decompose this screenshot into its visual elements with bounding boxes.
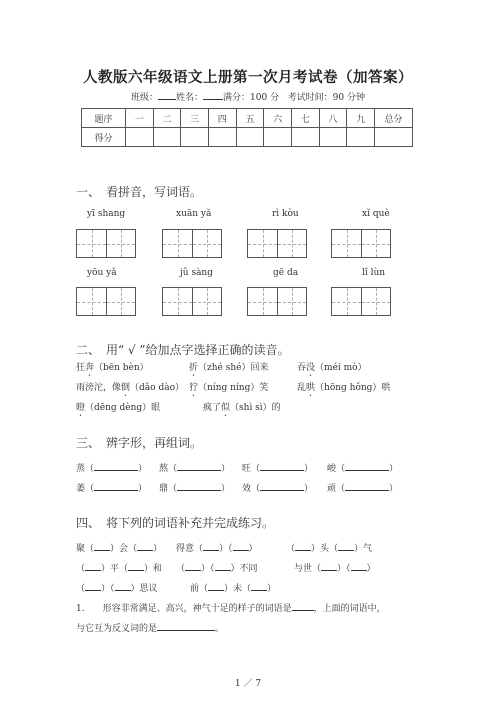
idiom-item: 前（ ）未（ ） <box>190 584 277 594</box>
question-1: 1. 形容非常满足、高兴，神气十足的样子的词语是 ，上面的词语中， <box>76 604 386 614</box>
idiom-item: 聚（ ）会（ ） <box>76 544 163 554</box>
writing-grid[interactable] <box>247 287 307 316</box>
score-cell[interactable] <box>291 128 319 147</box>
section-3-title: 三、 辨字形，再组词。 <box>76 436 203 450</box>
answer-blank[interactable] <box>137 542 153 551</box>
answer-blank[interactable] <box>208 582 224 591</box>
section-2-title: 二、 用“ √ ”给加点字选择正确的读音。 <box>76 343 290 357</box>
answer-blank[interactable] <box>295 542 311 551</box>
idiom-item: （ ）（ ）不同 <box>176 564 258 574</box>
answer-blank[interactable] <box>128 562 144 571</box>
writing-grid[interactable] <box>76 287 136 316</box>
header-cell: 六 <box>264 109 292 128</box>
answer-blank[interactable] <box>215 562 231 571</box>
score-cell[interactable] <box>126 128 154 147</box>
header-cell: 七 <box>291 109 319 128</box>
score-cell[interactable] <box>319 128 347 147</box>
reading-item: 疯了似（shì sì）的 <box>203 403 281 413</box>
writing-grid[interactable] <box>331 287 391 316</box>
word-item: 萎（ ） <box>76 484 148 494</box>
question-1-line-2: 与它互为反义词的是 。 <box>76 624 225 634</box>
answer-blank[interactable] <box>85 562 101 571</box>
answer-blank[interactable] <box>177 462 221 471</box>
pinyin: gē da <box>273 268 299 278</box>
writing-grid[interactable] <box>162 229 222 258</box>
class-label: 班级： <box>131 93 159 103</box>
reading-item: 狂奔（bēn bèn） <box>76 363 149 373</box>
word-item: 峻（ ） <box>327 464 399 474</box>
score-cell[interactable] <box>236 128 264 147</box>
word-item: 效（ ） <box>242 484 314 494</box>
answer-blank[interactable] <box>94 462 138 471</box>
section-4-title: 四、 将下列的词语补充并完成练习。 <box>76 516 275 530</box>
reading-item: 狞（níng níng）笑 <box>189 383 269 393</box>
header-cell: 九 <box>347 109 375 128</box>
pinyin: rì kòu <box>272 209 299 219</box>
word-item: 鼎（ ） <box>159 484 231 494</box>
score-cell[interactable] <box>208 128 236 147</box>
writing-grid[interactable] <box>76 229 136 258</box>
page-number: 1 ／ 7 <box>234 679 262 689</box>
answer-blank[interactable] <box>157 622 215 631</box>
pinyin: yōu yǎ <box>87 268 117 278</box>
reading-item: 折（zhé shé）回来 <box>189 363 269 373</box>
score-cell[interactable] <box>347 128 375 147</box>
header-cell: 二 <box>153 109 181 128</box>
answer-blank[interactable] <box>351 562 367 571</box>
pinyin: jǔ sàng <box>180 268 213 278</box>
word-item: 蒸（ ） <box>76 464 148 474</box>
idiom-item: （ ）平（ ）和 <box>76 564 163 574</box>
page-title: 人教版六年级语文上册第一次月考试卷（加答案） <box>83 69 413 86</box>
pinyin: yī shang <box>87 209 126 219</box>
header-cell: 题序 <box>82 109 126 128</box>
answer-blank[interactable] <box>185 562 201 571</box>
reading-item: 雨滂沱，像倒（dǎo dào） <box>76 383 184 393</box>
score-cell[interactable] <box>181 128 209 147</box>
header-cell: 总分 <box>375 109 413 128</box>
pinyin: lǐ lùn <box>362 268 386 278</box>
answer-blank[interactable] <box>85 582 101 591</box>
name-blank[interactable] <box>203 91 223 100</box>
exam-info <box>0 90 496 103</box>
answer-blank[interactable] <box>338 542 354 551</box>
reading-item: 吞没（méi mò） <box>297 363 367 373</box>
answer-blank[interactable] <box>233 542 249 551</box>
time-label: 考试时间：90 分钟 <box>287 93 365 103</box>
answer-blank[interactable] <box>94 482 138 491</box>
reading-item: 乱哄（hōng hǒng）哄 <box>297 383 391 393</box>
idiom-item: 与世（ ）（ ） <box>294 564 376 574</box>
answer-blank[interactable] <box>251 582 267 591</box>
answer-blank[interactable] <box>203 542 219 551</box>
answer-blank[interactable] <box>260 482 304 491</box>
header-cell: 四 <box>208 109 236 128</box>
reading-item: 瞪（dēng dèng）眼 <box>76 403 161 413</box>
section-1-title: 一、 看拼音，写词语。 <box>76 185 203 199</box>
name-label: 姓名： <box>176 93 204 103</box>
word-item: 熬（ ） <box>159 464 231 474</box>
score-cell[interactable] <box>264 128 292 147</box>
word-item: 顽（ ） <box>327 484 399 494</box>
score-cell[interactable] <box>153 128 181 147</box>
answer-blank[interactable] <box>115 582 131 591</box>
header-cell: 三 <box>181 109 209 128</box>
pinyin: xuān yǎ <box>176 209 212 219</box>
idiom-item: 得意（ ）（ ） <box>176 544 258 554</box>
writing-grid[interactable] <box>162 287 222 316</box>
answer-blank[interactable] <box>94 542 110 551</box>
class-blank[interactable] <box>158 91 176 100</box>
score-table-row <box>82 128 413 147</box>
score-label: 满分：100 分 <box>223 93 280 103</box>
score-row-label: 得分 <box>82 128 126 147</box>
word-item: 旺（ ） <box>242 464 314 474</box>
header-cell: 五 <box>236 109 264 128</box>
answer-blank[interactable] <box>177 482 221 491</box>
answer-blank[interactable] <box>345 462 389 471</box>
idiom-item: （ ）头（ ）气 <box>286 544 373 554</box>
answer-blank[interactable] <box>260 462 304 471</box>
answer-blank[interactable] <box>345 482 389 491</box>
header-cell: 八 <box>319 109 347 128</box>
score-table-header <box>82 109 413 128</box>
writing-grid[interactable] <box>247 229 307 258</box>
score-cell[interactable] <box>375 128 413 147</box>
answer-blank[interactable] <box>292 602 314 611</box>
writing-grid[interactable] <box>331 229 391 258</box>
pinyin: xǐ què <box>362 209 390 219</box>
answer-blank[interactable] <box>321 562 337 571</box>
idiom-item: （ ）（ ）思议 <box>76 584 158 594</box>
score-table <box>81 108 413 147</box>
header-cell: 一 <box>126 109 154 128</box>
